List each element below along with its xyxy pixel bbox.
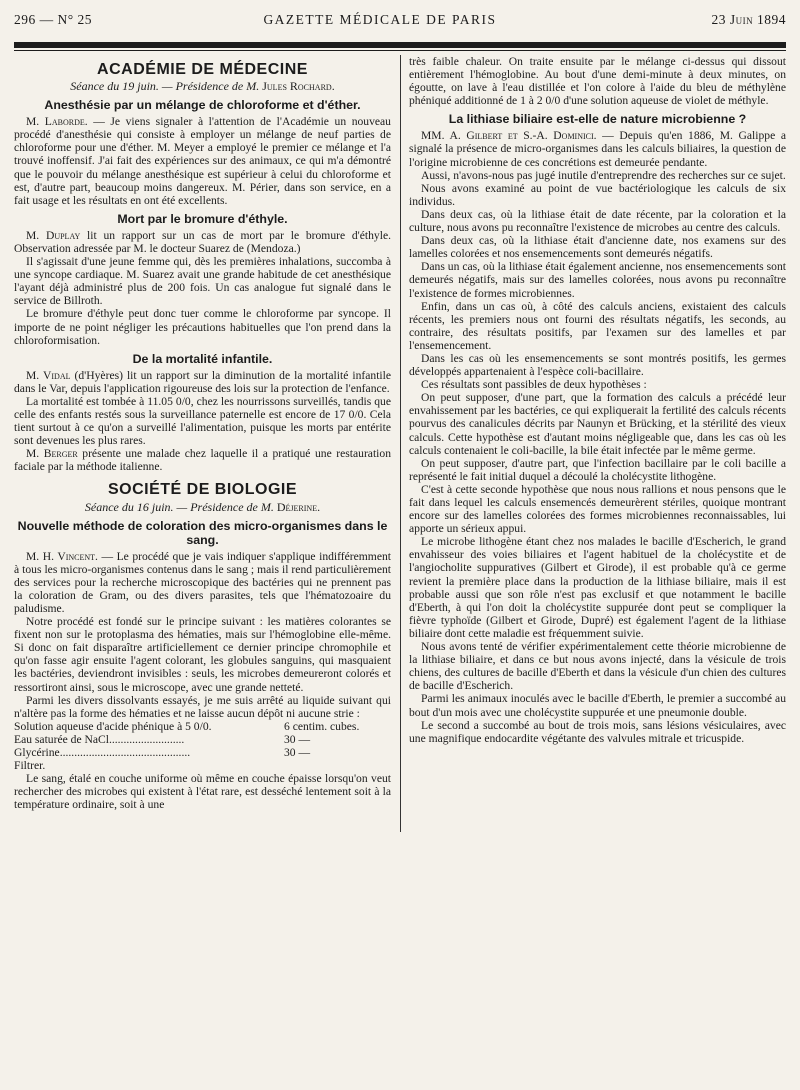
paragraph-text: présente une malade chez laquelle il a pratiqué une restauration faciale par la méthode italienne. xyxy=(14,447,391,474)
paragraph-text: lit un rapport sur un cas de mort par le bromure d'éthyle. Observation adressée par M. le docteur Suarez de (Mendoza.) xyxy=(14,228,391,255)
paragraph: Parmi les divers dissolvants essayés, je me suis arrêté au liquide suivant qui n'altère pas la forme des hématies et ne laisse aucun dépôt ni aucune strie : xyxy=(14,693,391,720)
seance-text: Séance du 16 juin. — Présidence de M. xyxy=(84,499,274,514)
paragraph-text: — Je viens signaler à l'attention de l'Académie un nouveau procédé d'anesthésie qui consiste à employer un mélange de neuf parties de chloroforme pour une d'éther. M. Meyer a employé le premier ce mélange et l'a trouvé inoffensif. J'ai fait des expériences sur des animaux, ce qui m'a démontré que le pouvoir du mélange anesthésique est supérieur à celui du chloroforme et est, d'autre part, beaucoup moins dangereux. M. Périer, dans son service, en a fait usage et les résultats en ont été excellents. xyxy=(14,115,391,207)
recipe-ingredient: Filtrer. xyxy=(14,759,46,773)
paragraph xyxy=(409,129,786,168)
lithiase-body xyxy=(409,129,786,744)
section-title-academie: ACADÉMIE DE MÉDECINE xyxy=(97,61,308,78)
paragraph: C'est à cette seconde hypothèse que nous nous rallions et nous pensons que le fait dans lequel les calculs ensemencés demeurèrent stériles, quoique montrant encore sur des lamelles colorées des formes microbiennes reconnaissables, lui apporte un sérieux appui. xyxy=(409,482,786,536)
paragraph-text: — Depuis qu'en 1886, M. Galippe a signalé la présence de micro-organismes dans les calculs biliaires, la question de l'origine microbienne de ces concrétions est demeurée pendante. xyxy=(409,129,786,169)
recipe-quantity: 6 centim. cubes. xyxy=(284,719,360,733)
paragraph xyxy=(14,369,391,395)
paragraph xyxy=(14,229,391,255)
recipe-quantity: 30 — xyxy=(284,732,311,746)
author-name: M. Berger xyxy=(26,447,78,461)
paragraph: On peut supposer, d'autre part, que l'infection bacillaire par le coli bacille a représenté le fait initial duquel a découlé la cholécystite lithogène. xyxy=(409,456,786,483)
recipe-quantity: 30 — xyxy=(284,746,311,760)
text-columns xyxy=(14,55,786,812)
article-title-bromure: Mort par le bromure d'éthyle. xyxy=(117,211,288,226)
paragraph xyxy=(14,115,391,207)
paragraph: La mortalité est tombée à 11.05 0/0, chez les nourrissons surveillés, tandis que celle des enfants restés sous la surveillance paternelle est encore de 17 0/0. Cela tient surtout à ce qu'on a surveillé l'alimentation, puisque les morts par entérite sont devenues les plus rares. xyxy=(14,394,391,448)
section-title-biologie: SOCIÉTÉ DE BIOLOGIE xyxy=(107,481,298,499)
header-rule-thick xyxy=(14,42,786,48)
recipe-table xyxy=(14,720,391,772)
article-title-lithiase: La lithiase biliaire est-elle de nature microbienne ? xyxy=(448,112,747,127)
paragraph: Nous avons tenté de vérifier expérimentalement cette théorie microbienne de la lithiase biliaire, et dans ce but nous avons injecté, dans la vésicule de trois chiens, des cultures de bacille d'Eberth et dans la vésicule d'un chien des cultures de bacille d'Escherich. xyxy=(409,640,786,693)
paragraph: Il s'agissait d'une jeune femme qui, dès les premières inhalations, succomba à une syncope cardiaque. M. Suarez avait une grande habitude de cet anesthésique l'ayant déjà administré plus de 200 fois. Un cas analogue fut signalé dans le service de Billroth. xyxy=(14,255,391,308)
author-name: MM. A. Gilbert et S.-A. Dominici. xyxy=(421,129,597,143)
recipe-row xyxy=(14,746,391,759)
paragraph: Le microbe lithogène étant chez nos malades le bacille d'Escherich, le grand envahisseur des voies biliaires et l'agent habituel de la cholécystite et de l'angiocholite suppuratives (Gilbert et Girode), il est probable qu'à ce germe revient la première place dans la production de la lithiase biliaire, mais il est probable aussi que son rôle n'est pas exclusif et que notamment le bacille d'Eberth, à qui l'on doit la cholécystite suppurée dont peut se compliquer la fièvre typhoïde (Gilbert et Girode, Dupré) est également l'agent de la lithiase biliaire dont cette maladie est fréquemment suivie. xyxy=(409,535,786,640)
seance-academie xyxy=(14,80,391,93)
paragraph: Parmi les animaux inoculés avec le bacille d'Eberth, le premier a succombé au bout d'un mois avec une cholécystite suppurée et une pneumonie double. xyxy=(409,692,786,719)
author-name: M. Duplay xyxy=(26,228,81,242)
paragraph: Dans deux cas, où la lithiase était de date récente, par la coloration et la culture, nous avons pu reconnaître l'existence de microbes au centre des calculs. xyxy=(409,207,786,235)
paragraph-text: — Le procédé que je vais indiquer s'applique indifféremment à tous les micro-organismes contenus dans le sang ; mais il rend particulièrement des services pour la recherche microscopique des bactéries qui ne prennent pas la coloration de Gram, ou des divers parasites, tels que l'hématozoaire du paludisme. xyxy=(14,549,391,615)
seance-text: Séance du 19 juin. — Présidence de M. xyxy=(70,79,260,94)
recipe-row xyxy=(14,759,391,772)
running-header xyxy=(14,12,786,34)
paragraph: On peut supposer, d'une part, que la formation des calculs a précédé leur envahissement par les bactéries, ce qui expliquerait la fertilité des calculs récents pourvus des canalicules décrits par Naunyn et Brücking, et la stérilité des vieux calculs. Cette hypothèse est d'autant moins négligeable que, dans les cas où les calculs contenaient le coli-bacille, la bile était infectée par le même germe. xyxy=(409,391,786,457)
paragraph-continued: très faible chaleur. On traite ensuite par le mélange ci-dessus qui dissout entièrement l'hémoglobine. Au bout d'une demi-minute à deux minutes, on égoutte, on lave à l'eau distillée et l'on colore à l'aide du bleu de méthylène phéniqué additionné de 1 à 2 0/0 d'une solution aqueuse de violet de méthyle. xyxy=(409,55,786,108)
paragraph-text: (d'Hyères) lit un rapport sur la diminution de la mortalité infantile dans le Var, depuis l'application rigoureuse des lois sur la protection de l'enfance. xyxy=(14,368,391,395)
paragraph: Ces résultats sont passibles de deux hypothèses : xyxy=(421,378,647,392)
paragraph xyxy=(14,447,391,473)
paragraph: Le bromure d'éthyle peut donc tuer comme le chloroforme par syncope. Il importe de ne point négliger les précautions habituelles que l'on prend dans la chloroformisation. xyxy=(14,307,391,347)
paragraph: Notre procédé est fondé sur le principe suivant : les matières colorantes se fixent non sur le protoplasma des hématies, mais sur l'hémoglobine elle-même. Si donc on fait disparaître artificiellement ce dernier principe chromophile et qu'on fasse agir ensuite l'agent colorant, les globules sanguins, qui masquaient les bactéries, deviendront invisibles : seuls, les microbes demeureront colorés et ressortiront ainsi, sous le microscope, avec une grande netteté. xyxy=(14,615,391,694)
right-column xyxy=(400,55,786,812)
paragraph: Le sang, étalé en couche uniforme où même en couche épaisse lorsqu'on veut rechercher des microbes qui existent à l'état rare, est desséché lentement soit à la température ordinaire, soit à une xyxy=(14,772,391,812)
paragraph: Dans les cas où les ensemencements se sont montrés positifs, les germes développés appartenaient à l'espèce coli-bacillaire. xyxy=(409,351,786,379)
seance-biologie xyxy=(14,501,391,514)
page-number: 296 — N° 25 xyxy=(14,12,93,27)
recipe-ingredient: Glycérine............................................. xyxy=(14,746,191,760)
paragraph: Nous avons examiné au point de vue bactériologique les calculs de six individus. xyxy=(409,181,786,208)
recipe-ingredient: Solution aqueuse d'acide phénique à 5 0/0. xyxy=(14,719,212,733)
paragraph: Le second a succombé au bout de trois mois, sans lésions vésiculaires, avec une magnifique endocardite végétante des valvules mitrale et tricuspide. xyxy=(409,718,786,745)
author-name: M. Laborde. xyxy=(26,115,88,129)
recipe-ingredient: Eau saturée de NaCl.......................... xyxy=(14,732,185,746)
author-name: M. Vidal xyxy=(26,368,71,382)
paragraph: Dans deux cas, où la lithiase était d'ancienne date, nos examens sur des lamelles colorées et nos ensemencements sont demeurés négatifs. xyxy=(409,234,786,261)
article-title-anesthesie: Anesthésie par un mélange de chloroforme et d'éther. xyxy=(44,98,361,113)
article-title-mortalite: De la mortalité infantile. xyxy=(132,351,273,366)
author-name: M. H. Vincent. xyxy=(26,549,98,563)
issue-date: 23 Juin 1894 xyxy=(711,12,786,27)
recipe-row xyxy=(14,733,391,746)
paragraph: Aussi, n'avons-nous pas jugé inutile d'entreprendre des recherches sur ce sujet. xyxy=(421,168,786,182)
seance-president: Jules Rochard. xyxy=(262,79,335,94)
left-column xyxy=(14,55,400,812)
recipe-quantity xyxy=(284,759,391,772)
column-separator xyxy=(400,55,401,832)
seance-president: Déjerine. xyxy=(276,499,321,514)
recipe-row xyxy=(14,720,391,733)
paragraph xyxy=(14,550,391,615)
journal-title: GAZETTE MÉDICALE DE PARIS xyxy=(263,12,497,27)
paragraph: Dans un cas, où la lithiase était également ancienne, nos ensemencements sont demeurés négatifs, mais sur des lamelles colorées, nous avons pu reconnaître l'existence de formes microbiennes. xyxy=(409,260,786,300)
header-rule-thin xyxy=(14,50,786,51)
paragraph: Enfin, dans un cas où, à côté des calculs anciens, existaient des calculs récents, les premiers nous ont fourni des résultats négatifs, les seconds, au contraire, des résultats positifs, par l'examen sur des lamelles et par l'ensemencement. xyxy=(409,299,786,352)
article-title-coloration: Nouvelle méthode de coloration des micro-organismes dans le sang. xyxy=(17,518,388,547)
